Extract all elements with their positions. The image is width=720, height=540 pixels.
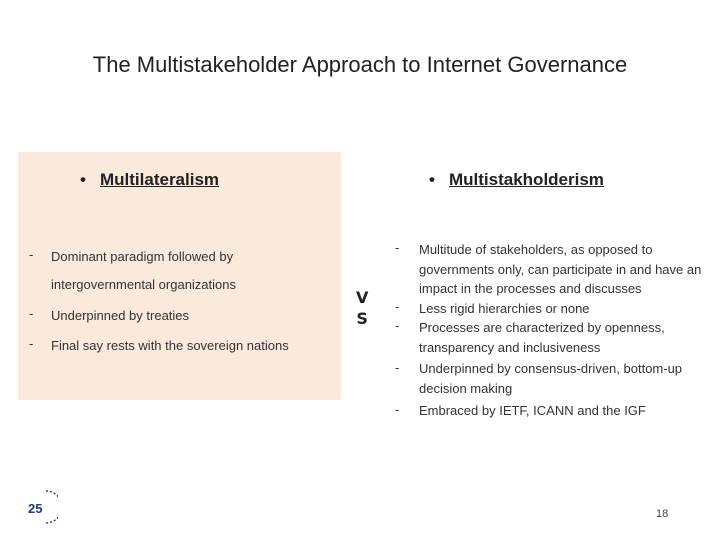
multilateralism-heading [80, 170, 219, 190]
left-item-1: Dominant paradigm followed by [51, 249, 234, 264]
heading-label: Multilateralism [100, 170, 220, 189]
versus-label [356, 287, 368, 329]
right-item-3: Processes are characterized by openness, transparency and inclusiveness [419, 320, 665, 355]
dash-icon: - [395, 299, 400, 314]
dash-icon: - [395, 360, 400, 375]
bullet-icon: • [80, 170, 86, 189]
right-item-4: Underpinned by consensus-driven, bottom-up decision making [419, 361, 683, 396]
right-item-2: Less rigid hierarchies or none [419, 301, 590, 316]
dash-icon: - [29, 306, 34, 321]
right-item-1: Multitude of stakeholders, as opposed to governments only, can participate in and have an impact in the processes and discusses [419, 242, 702, 296]
versus-s: S [356, 309, 368, 328]
dash-icon: - [29, 336, 34, 351]
anniversary-logo-icon [26, 487, 58, 527]
slide-title: The Multistakeholder Approach to Internet Governance [92, 52, 628, 77]
logo-number: 25 [28, 501, 43, 516]
bullet-icon: • [429, 170, 435, 189]
multistakeholderism-heading [429, 170, 604, 190]
dash-icon: - [395, 318, 400, 333]
dash-icon: - [395, 402, 400, 417]
left-item-2: Underpinned by treaties [51, 308, 190, 323]
dash-icon: - [29, 247, 34, 262]
left-item-1-continued: intergovernmental organizations [51, 277, 236, 292]
dash-icon: - [395, 240, 400, 255]
versus-v: V [356, 288, 369, 307]
heading-label: Multistakholderism [449, 170, 604, 189]
left-item-3: Final say rests with the sovereign nations [51, 338, 289, 353]
page-number: 18 [656, 508, 669, 520]
right-item-5: Embraced by IETF, ICANN and the IGF [419, 403, 646, 418]
